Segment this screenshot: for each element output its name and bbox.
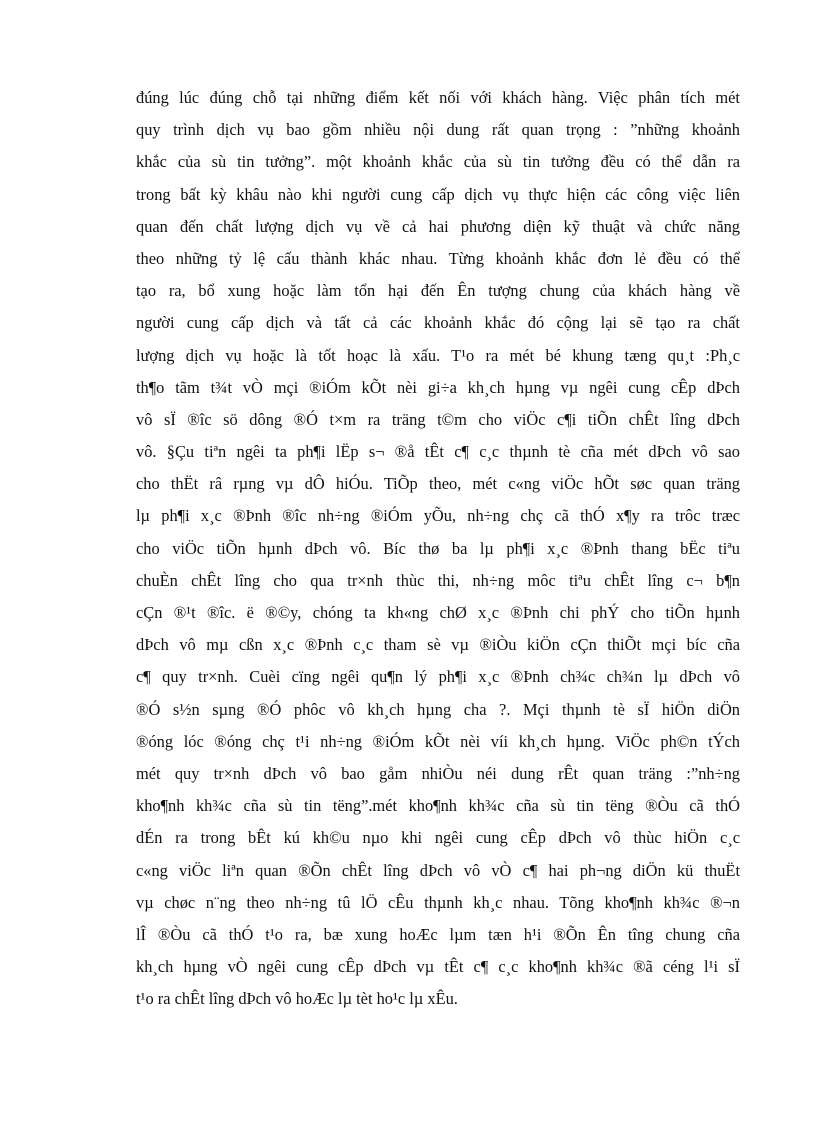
text-line: kho¶nh kh¾c cña sù tin tëng”.mét kho¶nh kh¾c cña sù tin tëng ®Òu cã thÓ bbox=[136, 796, 740, 816]
text-line: lÎ ®Òu cã thÓ t¹o ra, bæ xung hoÆc lµm tæn h¹i ®Õn Ên tîng chung cña bbox=[136, 924, 740, 944]
text-line: kh¸ch hµng vÒ ngêi cung cÊp dÞch vµ tÊt c¶ c¸c kho¶nh kh¾c ®ã céng l¹i sÏ bbox=[136, 957, 740, 977]
text-line: mét quy tr×nh dÞch vô bao gåm nhiÒu néi dung rÊt quan träng :”nh÷ng bbox=[136, 763, 740, 783]
text-line: cho thËt râ rµng vµ dÔ hiÓu. TiÕp theo, mét c«ng viÖc hÕt søc quan träng bbox=[136, 474, 740, 494]
text-line: vµ chøc n¨ng theo nh÷ng tû lÖ cÊu thµnh kh¸c nhau. Tõng kho¶nh kh¾c ®¬n bbox=[136, 892, 740, 912]
text-line: cÇn ®¹t ®îc. ë ®©y, chóng ta kh«ng chØ x¸c ®Þnh chi phÝ cho tiÕn hµnh bbox=[136, 603, 740, 622]
text-line: trong bất kỳ khâu nào khi người cung cấp dịch vụ thực hiện các công việc liên bbox=[136, 184, 740, 204]
body-text bbox=[136, 82, 740, 1015]
text-line: c«ng viÖc liªn quan ®Õn chÊt lîng dÞch vô vÒ c¶ hai ph¬ng diÖn kü thuËt bbox=[136, 860, 740, 880]
text-line: ®Ó s½n sµng ®Ó phôc vô kh¸ch hµng cha ?. Mçi thµnh tè sÏ hiÖn diÖn bbox=[136, 699, 740, 719]
text-line: chuÈn chÊt lîng cho qua tr×nh thùc thi, nh÷ng môc tiªu chÊt lîng c¬ b¶n bbox=[136, 570, 740, 590]
text-line: cho viÖc tiÕn hµnh dÞch vô. Bíc thø ba lµ ph¶i x¸c ®Þnh thang bËc tiªu bbox=[136, 538, 740, 558]
text-line: th¶o tãm t¾t vÒ mçi ®iÓm kÕt nèi gi÷a kh¸ch hµng vµ ngêi cung cÊp dÞch bbox=[136, 377, 740, 397]
text-line: khắc của sù tin tưởng”. một khoảnh khắc của sù tin tưởng đều có thể dẫn ra bbox=[136, 152, 740, 172]
text-line: c¶ quy tr×nh. Cuèi cïng ngêi qu¶n lý ph¶i x¸c ®Þnh ch¾c ch¾n lµ dÞch vô bbox=[136, 667, 740, 687]
text-line: đúng lúc đúng chỗ tại những điểm kết nối với khách hàng. Việc phân tích mét bbox=[136, 88, 740, 107]
text-line: lµ ph¶i x¸c ®Þnh ®îc nh÷ng ®iÓm yÕu, nh÷ng chç cã thÓ x¶y ra trôc træc bbox=[136, 506, 740, 526]
text-line: theo những tỷ lệ cấu thành khác nhau. Từng khoảnh khắc đơn lẻ đều có thể bbox=[136, 248, 740, 268]
text-line: t¹o ra chÊt lîng dÞch vô hoÆc lµ tèt ho¹c lµ xÊu. bbox=[136, 989, 458, 1009]
text-line: dÉn ra trong bÊt kú kh©u nµo khi ngêi cung cÊp dÞch vô thùc hiÖn c¸c bbox=[136, 828, 740, 848]
text-line: quan đến chất lượng dịch vụ về cả hai phương diện kỹ thuật và chức năng bbox=[136, 216, 740, 236]
text-line: tạo ra, bổ xung hoặc làm tổn hại đến Ên tượng chung của khách hàng về bbox=[136, 281, 740, 301]
text-line: ®óng lóc ®óng chç t¹i nh÷ng ®iÓm kÕt nèi víi kh¸ch hµng. ViÖc ph©n tÝch bbox=[136, 731, 740, 751]
text-line: người cung cấp dịch và tất cả các khoảnh khắc đó cộng lại sẽ tạo ra chất bbox=[136, 313, 740, 333]
text-line: vô. §Çu tiªn ngêi ta ph¶i lËp s¬ ®å tÊt c¶ c¸c thµnh tè cña mét dÞch vô sao bbox=[136, 442, 740, 462]
text-line: dÞch vô mµ cßn x¸c ®Þnh c¸c tham sè vµ ®iÒu kiÖn cÇn thiÕt mçi bíc cña bbox=[136, 635, 740, 655]
text-line: vô sÏ ®îc sö dông ®Ó t×m ra träng t©m cho viÖc c¶i tiÕn chÊt lîng dÞch bbox=[136, 409, 740, 429]
text-line: quy trình dịch vụ bao gồm nhiều nội dung rất quan trọng : ”những khoảnh bbox=[136, 120, 740, 140]
text-line: lượng dịch vụ hoặc là tốt hoạc là xấu. T¹o ra mét bé khung tæng qu¸t :Ph¸c bbox=[136, 345, 740, 365]
